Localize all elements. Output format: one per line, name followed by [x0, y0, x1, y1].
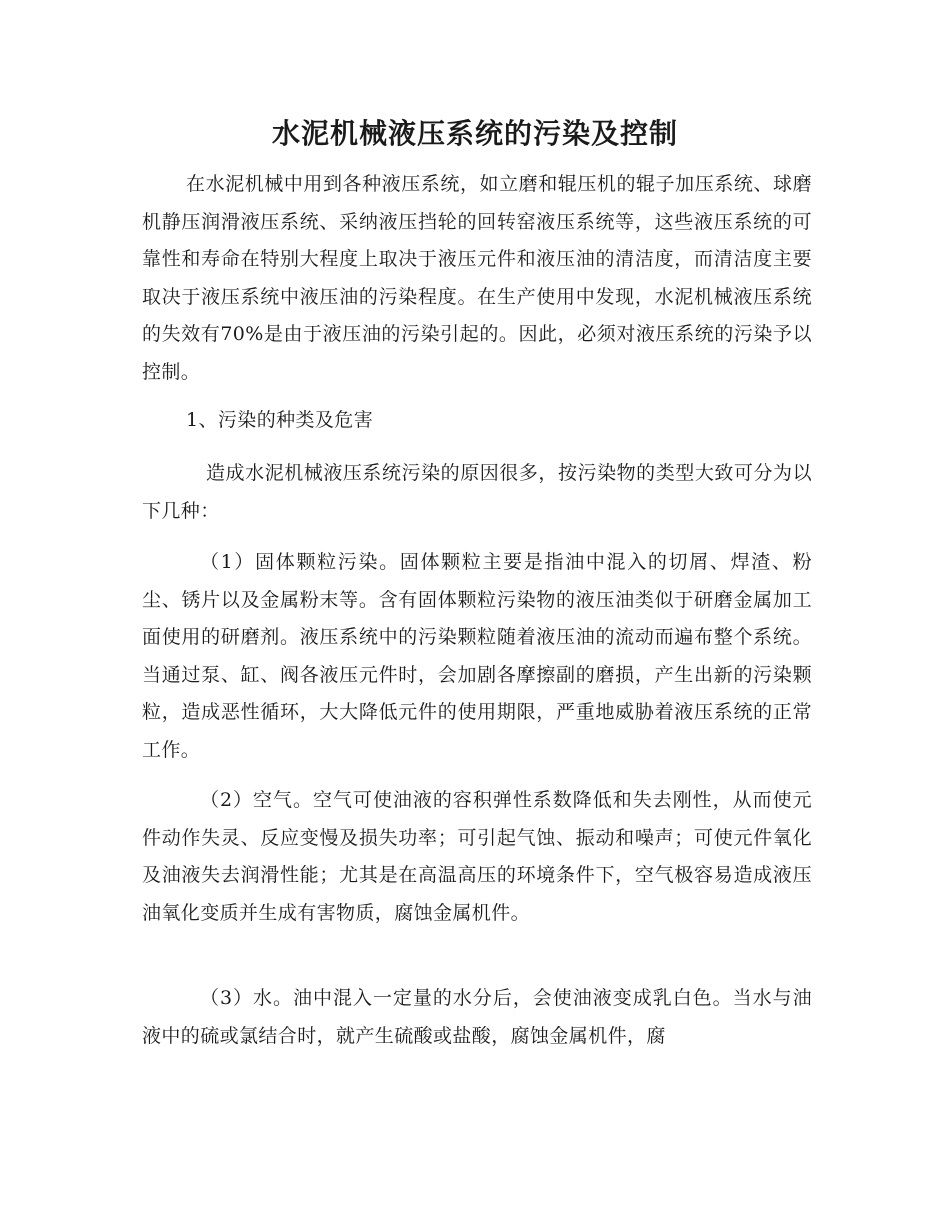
item-solid-particles-paragraph: （1）固体颗粒污染。固体颗粒主要是指油中混入的切屑、焊渣、粉尘、锈片以及金属粉末等。含有固体颗粒污染物的液压油类似于研磨金属加工面使用的研磨剂。液压系统中的污染颗粒随着液压油的流动而遍布整个系统。当通过泵、缸、阀各液压元件时，会加剧各摩擦副的磨损，产生出新的污染颗粒，造成恶性循环，大大降低元件的使用期限，严重地威胁着液压系统的正常工作。 — [142, 551, 812, 761]
section-heading: 1、污染的种类及危害 — [186, 409, 374, 431]
intro-paragraph: 在水泥机械中用到各种液压系统，如立磨和辊压机的辊子加压系统、球磨机静压润滑液压系统、采纳液压挡轮的回转窑液压系统等，这些液压系统的可靠性和寿命在特别大程度上取决于液压元件和液压油的清洁度，而清洁度主要取决于液压系统中液压油的污染程度。在生产使用中发现，水泥机械液压系统的失效有70%是由于液压油的污染引起的。因此，必须对液压系统的污染予以控制。 — [142, 173, 812, 383]
section-intro-paragraph: 造成水泥机械液压系统污染的原因很多，按污染物的类型大致可分为以下几种： — [142, 462, 812, 522]
item-water-paragraph: （3）水。油中混入一定量的水分后，会使油液变成乳白色。当水与油液中的硫或氯结合时，就产生硫酸或盐酸，腐蚀金属机件，腐 — [142, 987, 812, 1047]
item-air-paragraph: （2）空气。空气可使油液的容积弹性系数降低和失去刚性，从而使元件动作失灵、反应变慢及损失功率；可引起气蚀、振动和噪声；可使元件氧化及油液失去润滑性能；尤其是在高温高压的环境条件下，空气极容易造成液压油氧化变质并生成有害物质，腐蚀金属机件。 — [142, 789, 812, 924]
page-title: 水泥机械液压系统的污染及控制 — [271, 117, 678, 150]
